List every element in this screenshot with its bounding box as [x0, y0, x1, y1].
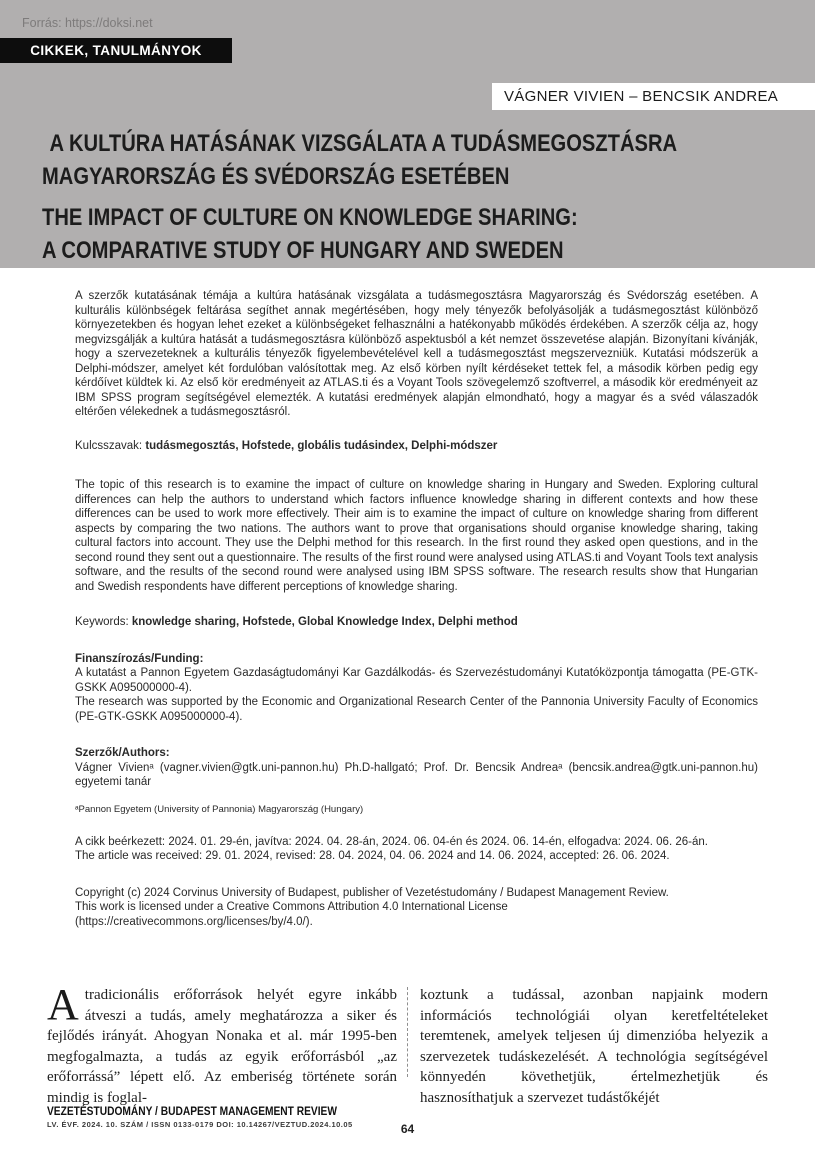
section-banner-label: CIKKEK, TANULMÁNYOK — [30, 43, 202, 58]
funding-text-en: The research was supported by the Economic and Organizational Research Center of the Pannonia University Faculty of Economics (PE-GTK-GSKK A095000000-4). — [75, 696, 758, 723]
authors-text: Vágner Vivienᵃ (vagner.vivien@gtk.uni-pannon.hu) Ph.D-hallgató; Prof. Dr. Bencsik Andreaᵃ (bencsik.andrea@gtk.uni-pannon.hu) egyetemi tanár — [75, 761, 758, 788]
abstract-en: The topic of this research is to examine the impact of culture on knowledge sharing in Hungary and Sweden. Exploring cultural differences can help the authors to understand which factors influence knowledge sharing in different contexts and how these differences can be used to work more effectively. Their aim is to examine the impact of culture on knowledge sharing from different aspects by comparing the two nations. The authors want to prove that organisations should organise knowledge sharing, taking cultural factors into account. They use the Delphi method for this research. In the first round they asked open questions, and in the second round they sent out a questionnaire. The results of the first round were analysed using ATLAS.ti and Voyant Tools text analysis software, and the results of the second round were analysed using IBM SPSS software. The research results show that Hungarian and Swedish respondents have different perceptions of knowledge sharing. — [75, 479, 758, 593]
article-titles — [42, 127, 798, 267]
front-matter — [75, 268, 758, 929]
received-dates-hu: A cikk beérkezett: 2024. 01. 29-én, javítva: 2024. 04. 28-án, 2024. 06. 04-én és 2024. 06. 14-én, elfogadva: 2024. 06. 26-án. — [75, 835, 708, 848]
article-title-en: THE IMPACT OF CULTURE ON KNOWLEDGE SHARING: A COMPARATIVE STUDY OF HUNGARY AND SWEDEN — [42, 204, 578, 264]
keywords-en-label: Keywords: — [75, 616, 132, 628]
keywords-hu-label: Kulcsszavak: — [75, 439, 146, 452]
article-title-hu: A KULTÚRA HATÁSÁNAK VIZSGÁLATA A TUDÁSMEGOSZTÁSRA MAGYARORSZÁG ÉS SVÉDORSZÁG ESETÉBEN — [42, 130, 678, 190]
authors-banner-label: VÁGNER VIVIEN – BENCSIK ANDREA — [504, 88, 779, 105]
intro-dropcap: A — [47, 980, 79, 1029]
intro-left-column — [47, 980, 397, 1108]
column-divider — [407, 987, 408, 1077]
keywords-en — [75, 615, 758, 630]
copyright-line-3: (https://creativecommons.org/licenses/by/4.0/). — [75, 915, 313, 928]
received-dates-en: The article was received: 29. 01. 2024, revised: 28. 04. 2024, 04. 06. 2024 and 14. 06. 2024, accepted: 26. 06. 2024. — [75, 850, 670, 862]
header-band — [0, 0, 815, 268]
copyright-line-1: Copyright (c) 2024 Corvinus University of Budapest, publisher of Vezetéstudomány / Budapest Management Review. — [75, 886, 669, 899]
keywords-hu — [75, 439, 758, 454]
section-banner — [0, 38, 232, 63]
source-note: Forrás: https://doksi.net — [22, 16, 153, 30]
intro-right-text: koztunk a tudással, azonban napjaink modern információs technológiái olyan keretfeltételeket teremtenek, amelyek teljesen új dimenzióba helyezik a szervezetek tudáskezelését. A technológia segítségével könnyedén követhetjük, értelmezhetjük és hasznosíthatjuk a szervezet tudástőkéjét — [420, 987, 768, 1106]
keywords-en-list: knowledge sharing, Hofstede, Global Knowledge Index, Delphi method — [131, 616, 518, 628]
affiliation-note: ᵃPannon Egyetem (University of Pannonia) Magyarország (Hungary) — [75, 803, 364, 815]
authors-heading: Szerzők/Authors: — [75, 747, 170, 759]
page-number: 64 — [400, 1122, 415, 1136]
abstract-hu: A szerzők kutatásának témája a kultúra hatásának vizsgálata a tudásmegosztásra Magyarország és Svédország esetében. A kulturális különbségek feltárása segíthet annak megértésében, hogy mely tényezők befolyásolják a tudásmegosztást különböző környezetekben és hogyan lehet ezeket a különbségeket felhasználni a hatékonyabb működés érdekében. A szerzők célja az, hogy megvizsgálják a kultúra hatását a tudásmegosztásra különböző aspektusból a két nemzet összevetése alapján. Bizonyítani kívánják, hogy a szervezeteknek a kulturális tényezők figyelembevételével kell a tudásmegosztást megszervezniük. Kutatási módszerük a Delphi-módszer, amelyet két fordulóban valósítottak meg. Az első körben nyílt kérdéseket tettek fel, a második körben pedig egy kérdőívet küldtek ki. Az első kör eredményeit az ATLAS.ti és a Voyant Tools szövegelemző szoftverrel, a második kör eredményeit az IBM SPSS program segítségével elemezték. A kutatási eredmények alapján elmondható, hogy a magyar és a svéd válaszadók eltérően vélekednek a tudásmegosztásról. — [75, 290, 758, 418]
funding-heading: Finanszírozás/Funding: — [75, 652, 204, 665]
copyright-line-2: This work is licensed under a Creative Commons Attribution 4.0 International License — [75, 901, 508, 913]
intro-right-column — [420, 985, 768, 1108]
authors-banner — [492, 83, 815, 110]
journal-name: VEZETÉSTUDOMÁNY / BUDAPEST MANAGEMENT REVIEW — [47, 1104, 337, 1118]
funding-text-hu: A kutatást a Pannon Egyetem Gazdaságtudományi Kar Gazdálkodás- és Szervezéstudományi Kutatóközpontja támogatta (PE-GTK-GSKK A095000000-4). — [75, 667, 758, 694]
keywords-hu-list: tudásmegosztás, Hofstede, globális tudásindex, Delphi-módszer — [145, 439, 498, 452]
issue-info: LV. ÉVF. 2024. 10. SZÁM / ISSN 0133-0179 DOI: 10.14267/VEZTUD.2024.10.05 — [47, 1120, 353, 1129]
intro-left-text: tradicionális erőforrások helyét egyre inkább átveszi a tudás, amely meghatározza a siker és fejlődés irányát. Ahogyan Nonaka et al. már 1995-ben megfogalmazta, a tudás az egyik erőforrásból „az erőforrássá” lépett elő. Az emberiség története során mindig is foglal- — [47, 987, 397, 1106]
